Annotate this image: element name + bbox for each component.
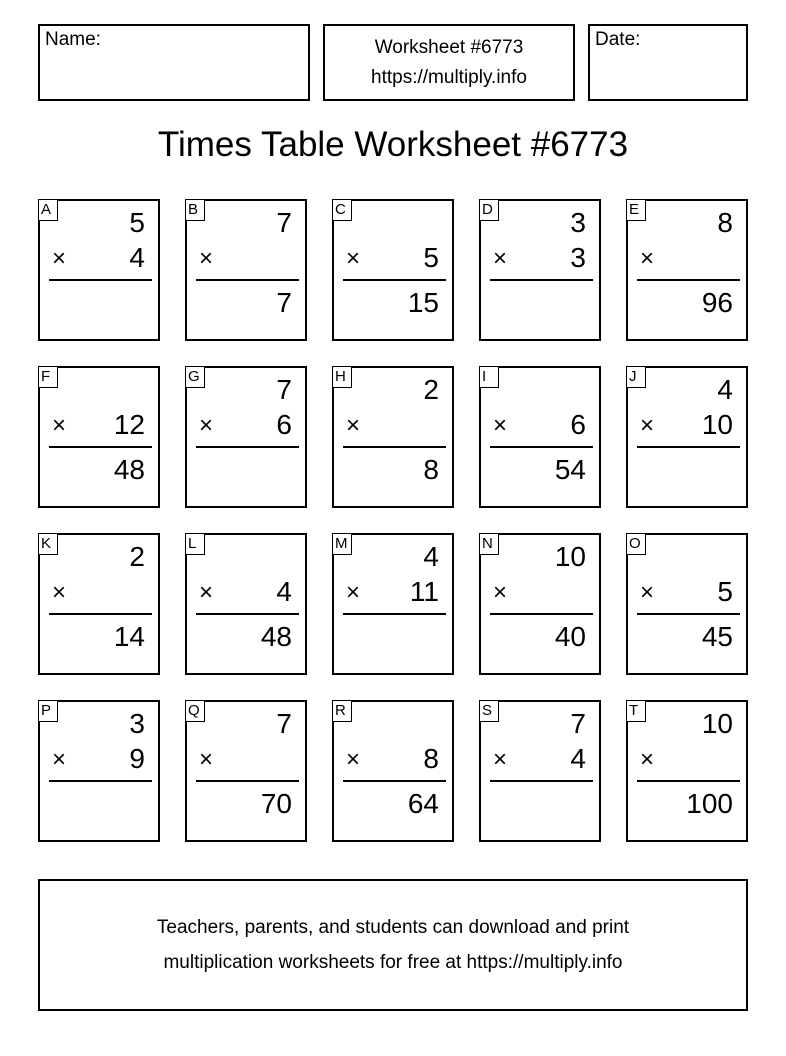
problem-card bbox=[332, 700, 454, 842]
date-field[interactable] bbox=[588, 24, 748, 101]
times-sign: × bbox=[346, 245, 361, 272]
problem-letter: D bbox=[479, 199, 499, 221]
times-sign: × bbox=[493, 245, 508, 272]
top-factor: 8 bbox=[717, 207, 733, 238]
product: 8 bbox=[423, 454, 439, 485]
problem-card bbox=[38, 533, 160, 675]
answer-line bbox=[196, 279, 299, 281]
product: 48 bbox=[260, 621, 292, 652]
bottom-factor: 4 bbox=[276, 576, 292, 607]
problem-letter: P bbox=[38, 700, 58, 722]
top-factor: 5 bbox=[129, 207, 145, 238]
bottom-factor: 8 bbox=[423, 743, 439, 774]
problem-card bbox=[479, 199, 601, 341]
problem-letter: B bbox=[185, 199, 205, 221]
product: 100 bbox=[686, 788, 733, 819]
times-sign: × bbox=[346, 746, 361, 773]
bottom-factor: 6 bbox=[570, 409, 586, 440]
bottom-factor: 5 bbox=[717, 576, 733, 607]
top-factor: 7 bbox=[276, 708, 292, 739]
times-sign: × bbox=[640, 412, 655, 439]
problem-card bbox=[626, 533, 748, 675]
bottom-factor: 4 bbox=[129, 242, 145, 273]
problem-card bbox=[479, 366, 601, 508]
top-factor: 4 bbox=[423, 541, 439, 572]
problem-letter: M bbox=[332, 533, 352, 555]
product: 48 bbox=[113, 454, 145, 485]
answer-line bbox=[490, 780, 593, 782]
product: 15 bbox=[407, 287, 439, 318]
bottom-factor: 10 bbox=[701, 409, 733, 440]
problem-letter: J bbox=[626, 366, 646, 388]
problem-card bbox=[479, 700, 601, 842]
top-factor: 10 bbox=[554, 541, 586, 572]
top-factor: 3 bbox=[570, 207, 586, 238]
problem-letter: T bbox=[626, 700, 646, 722]
times-sign: × bbox=[52, 412, 67, 439]
times-sign: × bbox=[52, 746, 67, 773]
problem-card bbox=[626, 366, 748, 508]
times-sign: × bbox=[52, 245, 67, 272]
problem-letter: G bbox=[185, 366, 205, 388]
top-factor: 7 bbox=[570, 708, 586, 739]
problem-card bbox=[185, 366, 307, 508]
times-sign: × bbox=[640, 746, 655, 773]
problem-card bbox=[332, 533, 454, 675]
times-sign: × bbox=[199, 579, 214, 606]
top-factor: 7 bbox=[276, 374, 292, 405]
times-sign: × bbox=[493, 579, 508, 606]
problem-letter: O bbox=[626, 533, 646, 555]
product: 54 bbox=[554, 454, 586, 485]
problem-card bbox=[38, 700, 160, 842]
problem-letter: N bbox=[479, 533, 499, 555]
product: 96 bbox=[701, 287, 733, 318]
answer-line bbox=[490, 446, 593, 448]
problem-card bbox=[332, 366, 454, 508]
answer-line bbox=[49, 780, 152, 782]
answer-line bbox=[343, 279, 446, 281]
product: 64 bbox=[407, 788, 439, 819]
worksheet-number: Worksheet #6773 bbox=[374, 37, 524, 58]
problem-card bbox=[38, 199, 160, 341]
top-factor: 10 bbox=[701, 708, 733, 739]
times-sign: × bbox=[199, 412, 214, 439]
answer-line bbox=[343, 780, 446, 782]
top-factor: 2 bbox=[129, 541, 145, 572]
answer-line bbox=[637, 613, 740, 615]
times-sign: × bbox=[199, 746, 214, 773]
product: 70 bbox=[260, 788, 292, 819]
times-sign: × bbox=[493, 412, 508, 439]
problem-letter: L bbox=[185, 533, 205, 555]
problem-card bbox=[479, 533, 601, 675]
answer-line bbox=[49, 613, 152, 615]
times-sign: × bbox=[493, 746, 508, 773]
top-factor: 2 bbox=[423, 374, 439, 405]
problem-letter: R bbox=[332, 700, 352, 722]
footer-text-line-2: multiplication worksheets for free at https://multiply.info bbox=[163, 952, 623, 973]
name-field[interactable] bbox=[38, 24, 310, 101]
answer-line bbox=[49, 446, 152, 448]
bottom-factor: 4 bbox=[570, 743, 586, 774]
problem-letter: C bbox=[332, 199, 352, 221]
times-sign: × bbox=[640, 579, 655, 606]
times-sign: × bbox=[346, 412, 361, 439]
page-title: Times Table Worksheet #6773 bbox=[157, 125, 629, 164]
answer-line bbox=[196, 613, 299, 615]
problem-card bbox=[332, 199, 454, 341]
answer-line bbox=[637, 279, 740, 281]
product: 14 bbox=[113, 621, 145, 652]
answer-line bbox=[49, 279, 152, 281]
top-factor: 3 bbox=[129, 708, 145, 739]
answer-line bbox=[196, 446, 299, 448]
problem-card bbox=[626, 199, 748, 341]
bottom-factor: 6 bbox=[276, 409, 292, 440]
problem-card bbox=[38, 366, 160, 508]
problem-card bbox=[185, 533, 307, 675]
problem-card bbox=[185, 700, 307, 842]
problem-letter: F bbox=[38, 366, 58, 388]
product: 40 bbox=[554, 621, 586, 652]
problem-card bbox=[185, 199, 307, 341]
name-label: Name: bbox=[45, 29, 101, 50]
product: 7 bbox=[276, 287, 292, 318]
worksheet-url: https://multiply.info bbox=[371, 67, 527, 88]
footer-box bbox=[38, 879, 748, 1011]
top-factor: 7 bbox=[276, 207, 292, 238]
times-sign: × bbox=[640, 245, 655, 272]
problem-card bbox=[626, 700, 748, 842]
times-sign: × bbox=[199, 245, 214, 272]
answer-line bbox=[490, 279, 593, 281]
answer-line bbox=[637, 780, 740, 782]
bottom-factor: 9 bbox=[129, 743, 145, 774]
date-label: Date: bbox=[595, 29, 641, 50]
footer-text-line-1: Teachers, parents, and students can download and print bbox=[156, 917, 630, 938]
answer-line bbox=[196, 780, 299, 782]
bottom-factor: 11 bbox=[409, 576, 439, 607]
times-sign: × bbox=[52, 579, 67, 606]
problem-letter: E bbox=[626, 199, 646, 221]
top-factor: 4 bbox=[717, 374, 733, 405]
bottom-factor: 5 bbox=[423, 242, 439, 273]
answer-line bbox=[637, 446, 740, 448]
problem-letter: A bbox=[38, 199, 58, 221]
problem-letter: I bbox=[479, 366, 499, 388]
problem-letter: K bbox=[38, 533, 58, 555]
answer-line bbox=[490, 613, 593, 615]
bottom-factor: 3 bbox=[570, 242, 586, 273]
answer-line bbox=[343, 613, 446, 615]
bottom-factor: 12 bbox=[113, 409, 145, 440]
worksheet-info-box bbox=[323, 24, 575, 101]
problem-letter: S bbox=[479, 700, 499, 722]
problem-letter: H bbox=[332, 366, 352, 388]
answer-line bbox=[343, 446, 446, 448]
times-sign: × bbox=[346, 579, 361, 606]
product: 45 bbox=[701, 621, 733, 652]
problem-letter: Q bbox=[185, 700, 205, 722]
